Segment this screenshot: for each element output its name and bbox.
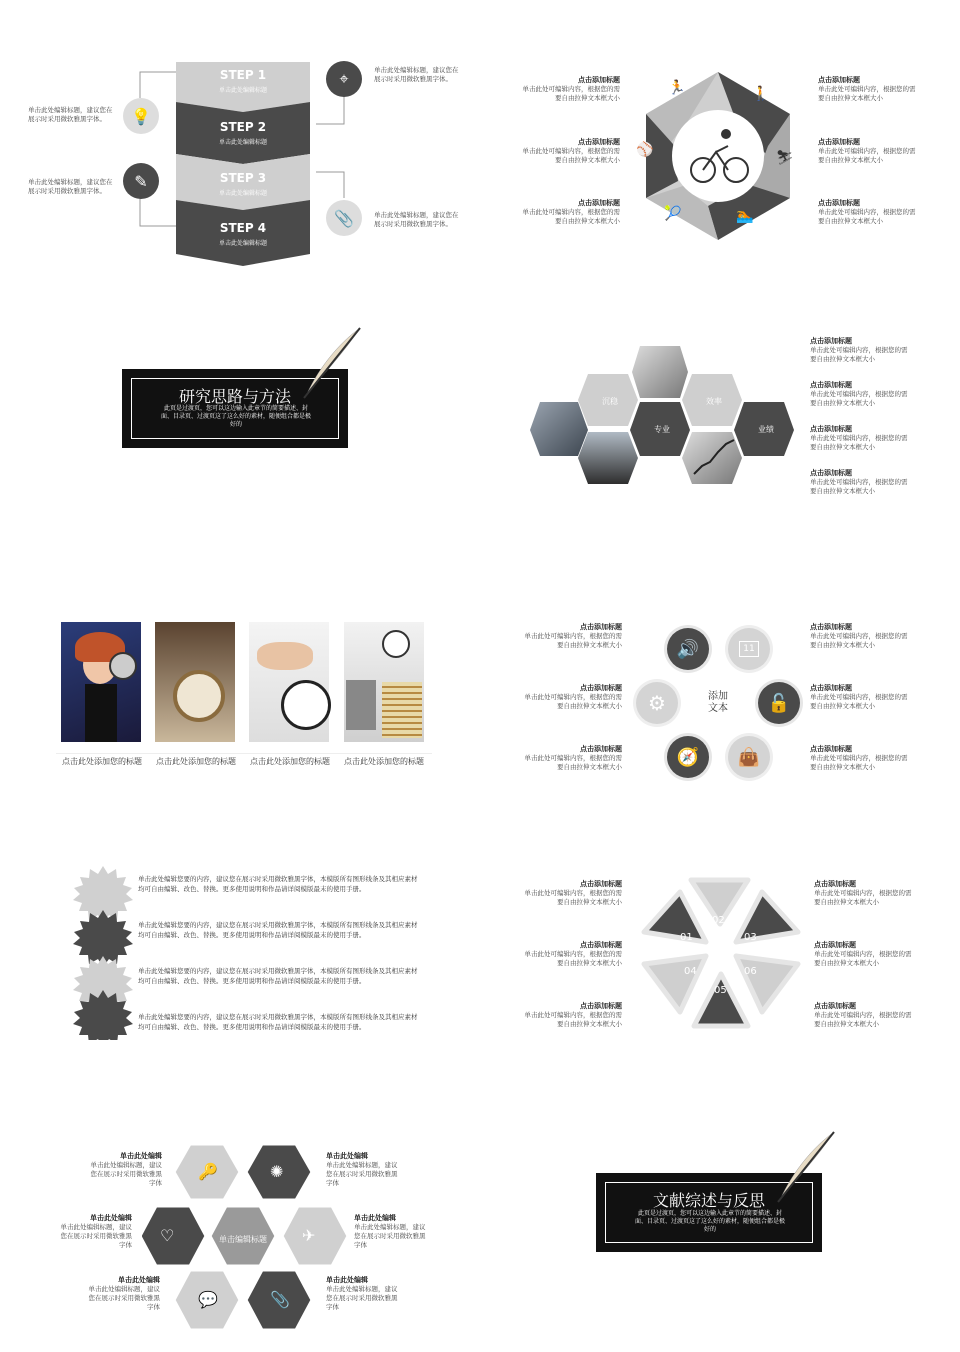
- petal-number-4: 04: [684, 966, 697, 977]
- sports-item-6-title: 点击添加标题: [818, 199, 860, 207]
- icon-item-2-text: 单击此处可编辑内容，根据您的需要自由拉伸文本框大小: [524, 693, 622, 710]
- petal-item-5-title: 点击添加标题: [814, 941, 856, 949]
- gear-text-4: 单击此处编辑您要的内容，建议您在展示时采用微软雅黑字体，本模版所有图形线条及其相应素材均可自由编辑、改色、替换。更多使用说明和作品请详阅模版最末的使用手册。: [138, 1013, 418, 1031]
- photo-girl-clock: [61, 622, 141, 742]
- icon-item-5-title: 点击添加标题: [810, 684, 852, 692]
- heart-icon: ♡: [160, 1226, 175, 1245]
- hex-item-3-text: 单击此处可编辑内容，根据您的需要自由拉伸文本框大小: [810, 434, 908, 451]
- center-text: 添加 文本: [708, 691, 728, 714]
- petal-item-3-text: 单击此处可编辑内容，根据您的需要自由拉伸文本框大小: [524, 1011, 622, 1028]
- section-body-1: 此页是过渡页，您可以这边输入此章节的简要描述、封面、目录页、过渡页这了这么好的素材，随便组合都是极好的: [160, 405, 311, 428]
- step-1-sub: 单击此处编辑标题: [218, 87, 267, 94]
- ring-item-3-title: 单击此处编辑: [118, 1276, 160, 1284]
- icon-item-4-text: 单击此处可编辑内容，根据您的需要自由拉伸文本框大小: [810, 632, 908, 649]
- sports-item-1: [520, 76, 620, 103]
- hex-item-2: [810, 381, 910, 408]
- hex-label-3: 专业: [654, 425, 670, 434]
- icon-item-4-title: 点击添加标题: [810, 623, 852, 631]
- sports-item-2: [520, 138, 620, 165]
- photo-divider: [56, 753, 432, 754]
- icon-item-5-text: 单击此处可编辑内容，根据您的需要自由拉伸文本框大小: [810, 693, 908, 710]
- ring-item-5-title: 单击此处编辑: [354, 1214, 396, 1222]
- step-4-sub: 单击此处编辑标题: [218, 240, 267, 247]
- skier-icon: ⛷: [776, 150, 794, 166]
- photo-office-papers: [344, 622, 424, 742]
- gear-icon: ⚙: [636, 682, 678, 724]
- sports-item-5: [818, 138, 918, 165]
- triangle-flower: [636, 872, 806, 1036]
- gear-text-1: 单击此处编辑您要的内容，建议您在展示时采用微软雅黑字体，本模版所有图形线条及其相应素材均可自由编辑、改色、替换。更多使用说明和作品请详阅模版最末的使用手册。: [138, 875, 418, 893]
- petal-item-1-title: 点击添加标题: [580, 880, 622, 888]
- hex-ring-center: 单击编辑标题: [219, 1235, 267, 1244]
- sports-item-2-title: 点击添加标题: [578, 138, 620, 146]
- gear-shapes: [72, 866, 134, 1040]
- sports-item-2-text: 单击此处可编辑内容，根据您的需要自由拉伸文本框大小: [522, 147, 620, 164]
- photo-pocket-watch: [155, 622, 235, 742]
- petal-number-2: 02: [712, 915, 725, 926]
- ring-item-4-title: 单击此处编辑: [326, 1152, 368, 1160]
- quill-pen-icon: [298, 324, 368, 402]
- icon-item-2-title: 点击添加标题: [580, 684, 622, 692]
- icon-item-1-text: 单击此处可编辑内容，根据您的需要自由拉伸文本框大小: [524, 632, 622, 649]
- step-note-4: 单击此处编辑标题，建议您在展示时采用微软雅黑字体。: [374, 211, 459, 228]
- ring-item-1: [88, 1152, 162, 1188]
- icon-item-2: [522, 684, 622, 711]
- step-note-2: 单击此处编辑标题，建议您在展示时采用微软雅黑字体。: [28, 178, 113, 195]
- sports-item-5-text: 单击此处可编辑内容，根据您的需要自由拉伸文本框大小: [818, 147, 916, 164]
- sports-item-4-title: 点击添加标题: [818, 76, 860, 84]
- hex-item-3: [810, 425, 910, 452]
- swimmer-icon: 🏊: [736, 208, 754, 224]
- sports-item-3-title: 点击添加标题: [578, 199, 620, 207]
- section-title-2: 文献综述与反思: [652, 1191, 765, 1210]
- hex-label-4: 业绩: [758, 425, 774, 434]
- sports-item-3: [520, 199, 620, 226]
- petal-item-2-title: 点击添加标题: [580, 941, 622, 949]
- hex-item-4: [810, 469, 910, 496]
- ring-item-3-text: 单击此处编辑标题，建议您在展示时采用微软雅黑字体: [88, 1285, 160, 1311]
- step-note-1: 单击此处编辑标题，建议您在展示时采用微软雅黑字体。: [28, 106, 113, 123]
- ring-item-6-text: 单击此处编辑标题，建议您在展示时采用微软雅黑字体: [326, 1285, 398, 1311]
- icon-item-4: [810, 623, 910, 650]
- ring-item-2-text: 单击此处编辑标题，建议您在展示时采用微软雅黑字体: [60, 1223, 132, 1249]
- sports-item-4: [818, 76, 918, 103]
- steps-connectors: [0, 0, 480, 300]
- pencil-icon: ✎: [123, 163, 159, 199]
- unlock-icon: 🔓: [758, 682, 800, 724]
- hex-item-4-title: 点击添加标题: [810, 469, 852, 477]
- paperclip-icon-2: 📎: [270, 1290, 290, 1309]
- hex-item-1-title: 点击添加标题: [810, 337, 852, 345]
- icon-item-6: [810, 745, 910, 772]
- sports-item-5-title: 点击添加标题: [818, 138, 860, 146]
- photo-caption-2: 点击此处添加您的标题: [156, 757, 236, 766]
- hiker-icon: 🚶: [752, 86, 770, 102]
- sports-item-6-text: 单击此处可编辑内容，根据您的需要自由拉伸文本框大小: [818, 208, 916, 225]
- petal-item-6-title: 点击添加标题: [814, 1002, 856, 1010]
- petal-number-3: 03: [744, 932, 757, 943]
- icon-item-1-title: 点击添加标题: [580, 623, 622, 631]
- petal-item-3: [522, 1002, 622, 1029]
- baseball-icon: ⚾: [636, 142, 654, 158]
- hex-item-3-title: 点击添加标题: [810, 425, 852, 433]
- petal-item-4-text: 单击此处可编辑内容，根据您的需要自由拉伸文本框大小: [814, 889, 912, 906]
- paperclip-icon: 📎: [326, 200, 362, 236]
- petal-item-6-text: 单击此处可编辑内容，根据您的需要自由拉伸文本框大小: [814, 1011, 912, 1028]
- ring-item-2: [58, 1214, 132, 1250]
- step-1-title: STEP 1: [219, 68, 267, 82]
- compass-icon: 🧭: [667, 736, 709, 778]
- photo-sleeping-alarm: [249, 622, 329, 742]
- ring-item-6: [326, 1276, 400, 1312]
- ring-item-1-title: 单击此处编辑: [120, 1152, 162, 1160]
- location-pin-icon: ⌖: [326, 61, 362, 97]
- section-title-1: 研究思路与方法: [178, 387, 291, 406]
- quill-pen-icon-2: [772, 1128, 842, 1206]
- petal-item-4: [814, 880, 914, 907]
- ring-item-4-text: 单击此处编辑标题，建议您在展示时采用微软雅黑字体: [326, 1161, 398, 1187]
- petal-item-4-title: 点击添加标题: [814, 880, 856, 888]
- petal-number-1: 01: [680, 932, 693, 943]
- step-3-title: STEP 3: [219, 171, 267, 185]
- icon-item-6-title: 点击添加标题: [810, 745, 852, 753]
- icon-item-3-text: 单击此处可编辑内容，根据您的需要自由拉伸文本框大小: [524, 754, 622, 771]
- petal-number-6: 06: [744, 966, 757, 977]
- petal-number-5: 05: [714, 985, 727, 996]
- step-2-sub: 单击此处编辑标题: [218, 139, 267, 146]
- ring-item-1-text: 单击此处编辑标题，建议您在展示时采用微软雅黑字体: [90, 1161, 162, 1187]
- center-text-circle: [697, 682, 739, 724]
- hex-item-1: [810, 337, 910, 364]
- step-note-3: 单击此处编辑标题，建议您在展示时采用微软雅黑字体。: [374, 66, 459, 83]
- badge-icon: ✺: [270, 1162, 284, 1181]
- petal-item-2-text: 单击此处可编辑内容，根据您的需要自由拉伸文本框大小: [524, 950, 622, 967]
- bulb-icon: 💡: [123, 98, 159, 134]
- runner-icon: 🏃: [668, 80, 686, 96]
- section-body-2: 此页是过渡页，您可以这边输入此章节的简要描述、封面、目录页、过渡页这了这么好的素材，随便组合都是极好的: [634, 1210, 785, 1233]
- sports-item-6: [818, 199, 918, 226]
- hex-item-2-title: 点击添加标题: [810, 381, 852, 389]
- icon-item-3: [522, 745, 622, 772]
- hex-label-1: 沉稳: [602, 397, 618, 406]
- step-4-title: STEP 4: [219, 221, 267, 235]
- hex-item-2-text: 单击此处可编辑内容，根据您的需要自由拉伸文本框大小: [810, 390, 908, 407]
- icon-item-5: [810, 684, 910, 711]
- sports-item-4-text: 单击此处可编辑内容，根据您的需要自由拉伸文本框大小: [818, 85, 916, 102]
- sports-item-1-title: 点击添加标题: [578, 76, 620, 84]
- step-2-title: STEP 2: [219, 120, 267, 134]
- paper-plane-icon: ✈: [302, 1226, 316, 1245]
- gear-text-3: 单击此处编辑您要的内容，建议您在展示时采用微软雅黑字体，本模版所有图形线条及其相应素材均可自由编辑、改色、替换。更多使用说明和作品请详阅模版最末的使用手册。: [138, 967, 418, 985]
- sports-item-1-text: 单击此处可编辑内容，根据您的需要自由拉伸文本框大小: [522, 85, 620, 102]
- ring-item-4: [326, 1152, 400, 1188]
- calendar-icon: 11: [728, 628, 770, 670]
- ring-item-5: [354, 1214, 428, 1250]
- petal-item-2: [522, 941, 622, 968]
- hex-item-1-text: 单击此处可编辑内容，根据您的需要自由拉伸文本框大小: [810, 346, 908, 363]
- ring-item-5-text: 单击此处编辑标题，建议您在展示时采用微软雅黑字体: [354, 1223, 426, 1249]
- ring-item-6-title: 单击此处编辑: [326, 1276, 368, 1284]
- petal-item-6: [814, 1002, 914, 1029]
- step-3-sub: 单击此处编辑标题: [218, 190, 267, 197]
- icon-item-3-title: 点击添加标题: [580, 745, 622, 753]
- hex-label-2: 效率: [706, 397, 722, 406]
- photo-caption-3: 点击此处添加您的标题: [250, 757, 330, 766]
- gear-text-2: 单击此处编辑您要的内容，建议您在展示时采用微软雅黑字体，本模版所有图形线条及其相应素材均可自由编辑、改色、替换。更多使用说明和作品请详阅模版最末的使用手册。: [138, 921, 418, 939]
- speaker-icon: 🔊: [667, 628, 709, 670]
- petal-item-1: [522, 880, 622, 907]
- sports-item-3-text: 单击此处可编辑内容，根据您的需要自由拉伸文本框大小: [522, 208, 620, 225]
- petal-item-1-text: 单击此处可编辑内容，根据您的需要自由拉伸文本框大小: [524, 889, 622, 906]
- icon-item-1: [522, 623, 622, 650]
- hex-item-4-text: 单击此处可编辑内容，根据您的需要自由拉伸文本框大小: [810, 478, 908, 495]
- shopping-bag-icon: 👜: [728, 736, 770, 778]
- chat-bubble-icon: 💬: [198, 1290, 218, 1309]
- tennis-icon: 🎾: [664, 206, 682, 222]
- photo-caption-1: 点击此处添加您的标题: [62, 757, 142, 766]
- ring-item-3: [86, 1276, 160, 1312]
- petal-item-5-text: 单击此处可编辑内容，根据您的需要自由拉伸文本框大小: [814, 950, 912, 967]
- photo-caption-4: 点击此处添加您的标题: [344, 757, 424, 766]
- ring-item-2-title: 单击此处编辑: [90, 1214, 132, 1222]
- icon-item-6-text: 单击此处可编辑内容，根据您的需要自由拉伸文本框大小: [810, 754, 908, 771]
- petal-item-3-title: 点击添加标题: [580, 1002, 622, 1010]
- petal-item-5: [814, 941, 914, 968]
- hex-grid: [526, 344, 800, 488]
- key-icon: 🔑: [198, 1162, 218, 1181]
